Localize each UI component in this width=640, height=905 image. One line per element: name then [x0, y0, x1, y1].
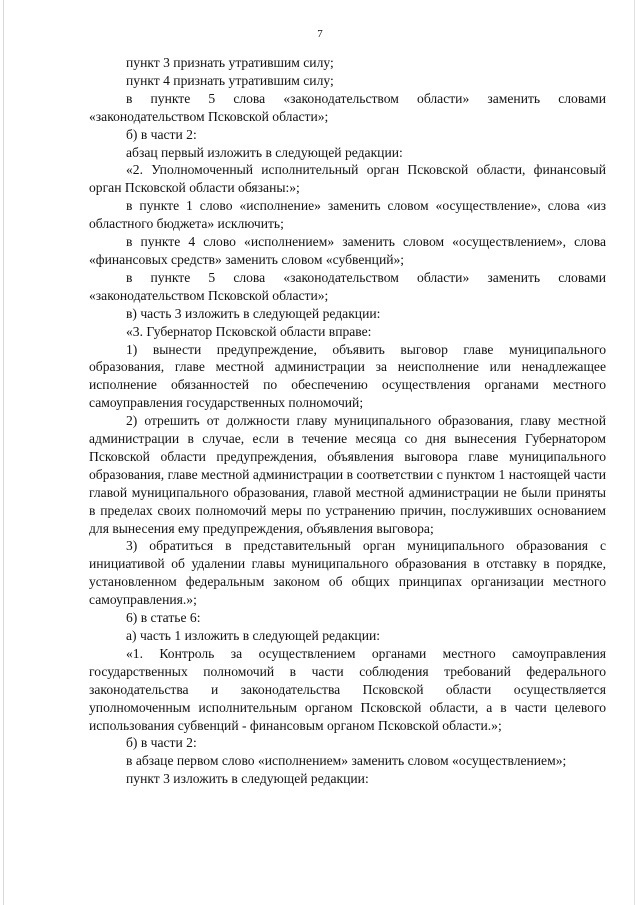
page-number: 7: [317, 28, 323, 40]
page-left-edge: [3, 0, 4, 905]
paragraph-4: б) в части 2:: [126, 126, 197, 142]
paragraph-18: б) в части 2:: [126, 735, 197, 751]
paragraph-9: в пункте 5 слова «законодательством области» заменить словами «законодательством Псковской области»;: [89, 269, 606, 303]
paragraph-7: в пункте 1 слово «исполнение» заменить словом «осуществление», слова «из областного бюджета» исключить;: [89, 198, 606, 232]
page-right-edge: [634, 0, 635, 905]
paragraph-11: «3. Губернатор Псковской области вправе:: [126, 323, 372, 339]
paragraph-17: «1. Контроль за осуществлением органами местного самоуправления государственных полномочий в части соблюдения требований федерального законодательства и законодательства Псковской области осуществляется уполномоченным исполнительным органом Псковской области, а в части целевого использования субвенций - финансовым органом Псковской области.»;: [89, 645, 606, 733]
paragraph-6: «2. Уполномоченный исполнительный орган Псковской области, финансовый орган Псковской области обязаны:»;: [89, 162, 606, 196]
document-body: [89, 54, 606, 788]
paragraph-15: 6) в статье 6:: [126, 610, 201, 626]
paragraph-14: 3) обратиться в представительный орган муниципального образования с инициативой об удалении главы муниципального образования в отставку в порядке, установленном федеральным законом об общих принципах организации местного самоуправления.»;: [89, 538, 606, 608]
paragraph-2: пункт 4 признать утратившим силу;: [126, 72, 334, 88]
paragraph-19: в абзаце первом слово «исполнением» заменить словом «осуществлением»;: [126, 753, 567, 769]
paragraph-20: пункт 3 изложить в следующей редакции:: [126, 771, 369, 787]
paragraph-16: а) часть 1 изложить в следующей редакции:: [126, 628, 381, 643]
paragraph-13: 2) отрешить от должности главу муниципального образования, главу местной администрации в случае, если в течение месяца со дня вынесения Губернатором Псковской области предупреждения, объявления выговора главе муниципального образования, главе местной администрации в соответствии с пунктом 1 настоящей части главой муниципального образования, главой местной администрации не были приняты в пределах своих полномочий меры по устранению причин, послуживших основанием для вынесения ему предупреждения, объявления выговора;: [89, 413, 606, 536]
paragraph-10: в) часть 3 изложить в следующей редакции:: [126, 305, 381, 321]
paragraph-5: абзац первый изложить в следующей редакции:: [126, 144, 403, 160]
paragraph-8: в пункте 4 слово «исполнением» заменить словом «осуществлением», слова «финансовых средств» заменить словом «субвенций»;: [89, 234, 606, 267]
paragraph-3: в пункте 5 слова «законодательством области» заменить словами «законодательством Псковской области»;: [89, 90, 606, 124]
paragraph-1: пункт 3 признать утратившим силу;: [126, 55, 334, 70]
paragraph-12: 1) вынести предупреждение, объявить выговор главе муниципального образования, главе местной администрации за неисполнение или ненадлежащее исполнение обязанностей по обеспечению осуществления органами местного самоуправления государственных полномочий;: [89, 341, 606, 411]
